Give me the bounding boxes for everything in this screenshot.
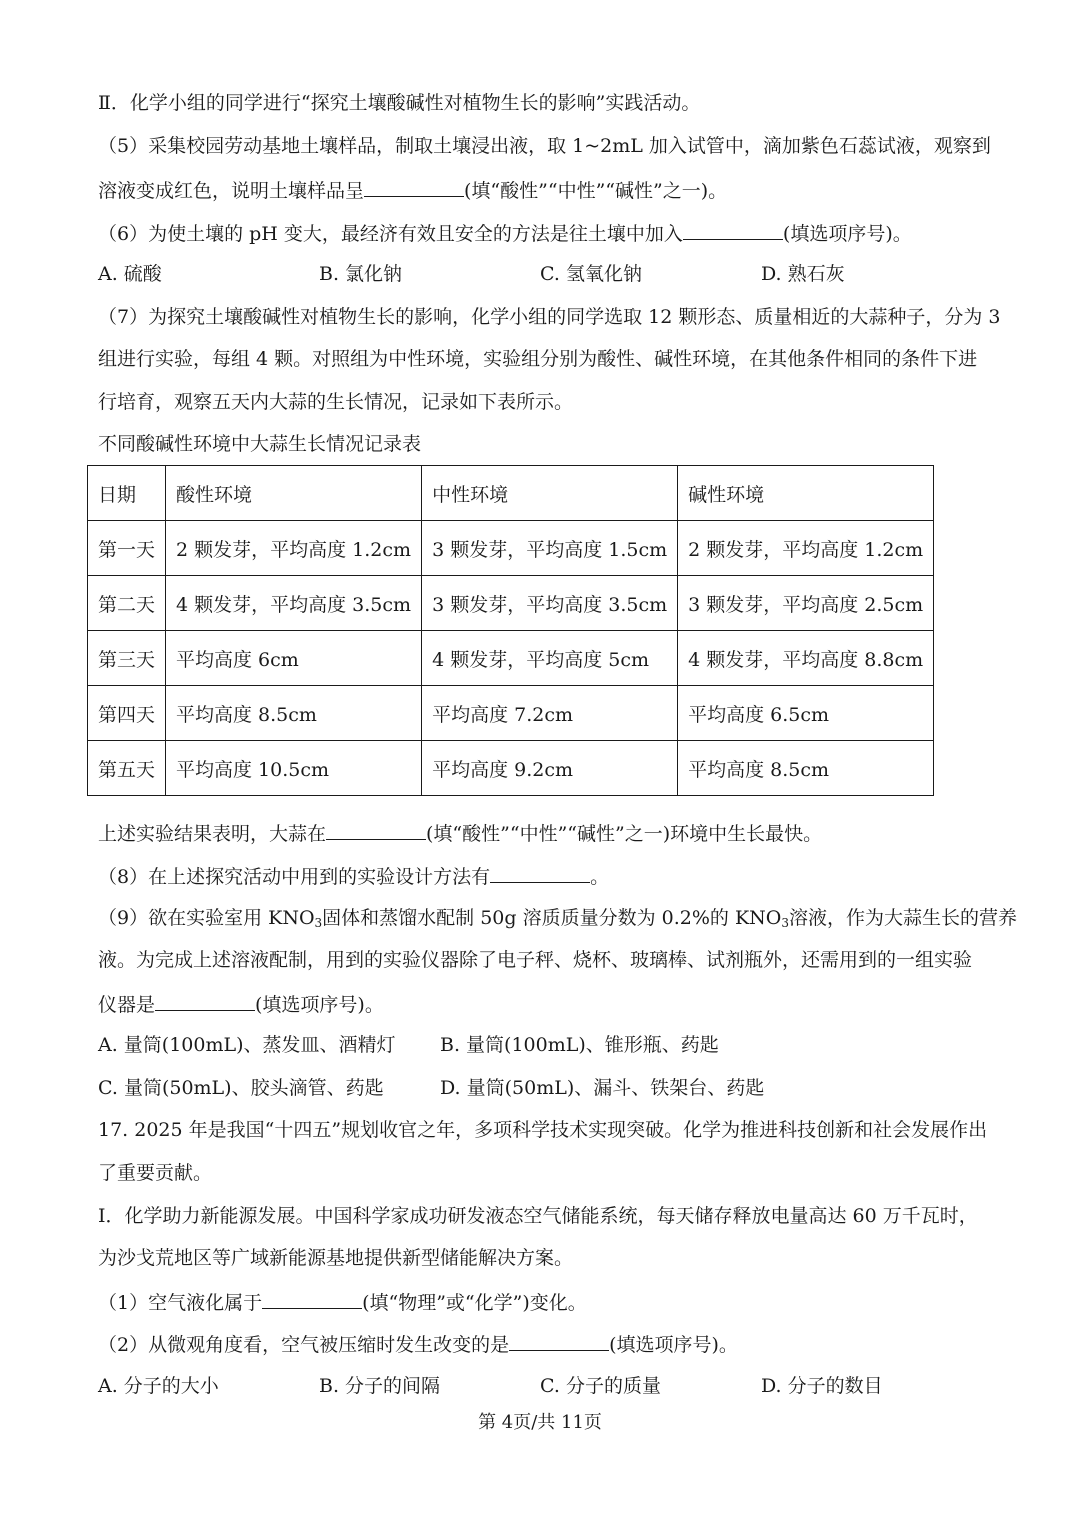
q9-line3: 仪器是 (填选项序号)。 (98, 990, 988, 1018)
table-row (88, 741, 934, 796)
table-cell: 2 颗发芽，平均高度 1.2cm (678, 521, 934, 576)
q17-line1: 17. 2025 年是我国“十四五”规划收官之年，多项科学技术实现突破。化学为推进科技创新和社会发展作出 (98, 1119, 988, 1141)
growth-record-table (87, 465, 934, 796)
answer-blank[interactable] (155, 990, 255, 1011)
table-header-cell: 中性环境 (422, 466, 678, 521)
answer-blank[interactable] (683, 219, 783, 240)
table-cell: 第五天 (88, 741, 166, 796)
table-cell: 3 颗发芽，平均高度 2.5cm (678, 576, 934, 631)
table-cell: 平均高度 9.2cm (422, 741, 678, 796)
page-footer: 第 4页/共 11页 (478, 1412, 602, 1433)
option-c: C. 氢氧化钠 (540, 263, 642, 285)
table-cell: 3 颗发芽，平均高度 1.5cm (422, 521, 678, 576)
option-d: D. 熟石灰 (761, 263, 845, 285)
option-b: B. 分子的间隔 (319, 1375, 441, 1397)
q2-question: （2）从微观角度看，空气被压缩时发生改变的是 (填选项序号)。 (98, 1330, 988, 1358)
option-d: D. 量筒(50mL)、漏斗、铁架台、药匙 (440, 1077, 765, 1099)
option-d: D. 分子的数目 (761, 1375, 883, 1397)
answer-blank[interactable] (490, 862, 590, 883)
table-header-cell: 酸性环境 (166, 466, 422, 521)
table-cell: 第一天 (88, 521, 166, 576)
table-cell: 第三天 (88, 631, 166, 686)
part1-line2: 为沙戈荒地区等广域新能源基地提供新型储能解决方案。 (98, 1247, 574, 1269)
table-cell: 平均高度 8.5cm (678, 741, 934, 796)
table-cell: 第四天 (88, 686, 166, 741)
table-row (88, 631, 934, 686)
q7-line3: 行培育，观察五天内大蒜的生长情况，记录如下表所示。 (98, 391, 574, 413)
table-cell: 平均高度 8.5cm (166, 686, 422, 741)
option-a: A. 分子的大小 (98, 1375, 219, 1397)
table-cell: 平均高度 10.5cm (166, 741, 422, 796)
answer-blank[interactable] (509, 1330, 609, 1351)
q17-line2: 了重要贡献。 (98, 1162, 213, 1184)
option-a: A. 量筒(100mL)、蒸发皿、酒精灯 (98, 1034, 396, 1056)
option-b: B. 量筒(100mL)、锥形瓶、药匙 (440, 1034, 719, 1056)
q7-line2: 组进行实验，每组 4 颗。对照组为中性环境，实验组分别为酸性、碱性环境，在其他条件相同的条件下进 (98, 348, 978, 370)
table-cell: 4 颗发芽，平均高度 5cm (422, 631, 678, 686)
table-cell: 3 颗发芽，平均高度 3.5cm (422, 576, 678, 631)
answer-blank[interactable] (262, 1288, 362, 1309)
table-header-cell: 碱性环境 (678, 466, 934, 521)
q8-question: （8）在上述探究活动中用到的实验设计方法有 。 (98, 862, 988, 890)
part2-heading: Ⅱ．化学小组的同学进行“探究土壤酸碱性对植物生长的影响”实践活动。 (98, 92, 701, 114)
table-cell: 4 颗发芽，平均高度 8.8cm (678, 631, 934, 686)
table-cell: 平均高度 6cm (166, 631, 422, 686)
q7-conclusion: 上述实验结果表明，大蒜在 (填“酸性”“中性”“碱性”之一)环境中生长最快。 (98, 819, 988, 847)
q5-line2: 溶液变成红色，说明土壤样品呈 (填“酸性”“中性”“碱性”之一)。 (98, 176, 988, 204)
q1-question: （1）空气液化属于 (填“物理”或“化学”)变化。 (98, 1288, 988, 1316)
option-c: C. 量筒(50mL)、胶头滴管、药匙 (98, 1077, 384, 1099)
table-cell: 平均高度 6.5cm (678, 686, 934, 741)
answer-blank[interactable] (364, 176, 464, 197)
table-header-row (88, 466, 934, 521)
option-a: A. 硫酸 (98, 263, 162, 285)
q7-line1: （7）为探究土壤酸碱性对植物生长的影响，化学小组的同学选取 12 颗形态、质量相近的大蒜种子，分为 3 (98, 306, 1001, 328)
table-header-cell: 日期 (88, 466, 166, 521)
answer-blank[interactable] (326, 819, 426, 840)
q6-question: （6）为使土壤的 pH 变大，最经济有效且安全的方法是往土壤中加入 (填选项序号)。 (98, 219, 988, 247)
part1-line1: Ⅰ．化学助力新能源发展。中国科学家成功研发液态空气储能系统，每天储存释放电量高达 60 万千瓦时， (98, 1205, 978, 1227)
q5-line1: （5）采集校园劳动基地土壤样品，制取土壤浸出液，取 1~2mL 加入试管中，滴加紫色石蕊试液，观察到 (98, 135, 991, 157)
table-caption: 不同酸碱性环境中大蒜生长情况记录表 (98, 433, 422, 455)
option-b: B. 氯化钠 (319, 263, 403, 285)
table-row (88, 521, 934, 576)
table-cell: 2 颗发芽，平均高度 1.2cm (166, 521, 422, 576)
table-cell: 第二天 (88, 576, 166, 631)
q9-line2: 液。为完成上述溶液配制，用到的实验仪器除了电子秤、烧杯、玻璃棒、试剂瓶外，还需用到的一组实验 (98, 949, 973, 971)
table-row (88, 576, 934, 631)
table-cell: 平均高度 7.2cm (422, 686, 678, 741)
table-row (88, 686, 934, 741)
table-cell: 4 颗发芽，平均高度 3.5cm (166, 576, 422, 631)
option-c: C. 分子的质量 (540, 1375, 661, 1397)
q9-line1: （9）欲在实验室用 $KNO_3$固体和蒸馏水配制 50g 溶质质量分数为 0.2%的 $KNO_3$溶液，作为大蒜生长的营养 (98, 907, 1017, 930)
